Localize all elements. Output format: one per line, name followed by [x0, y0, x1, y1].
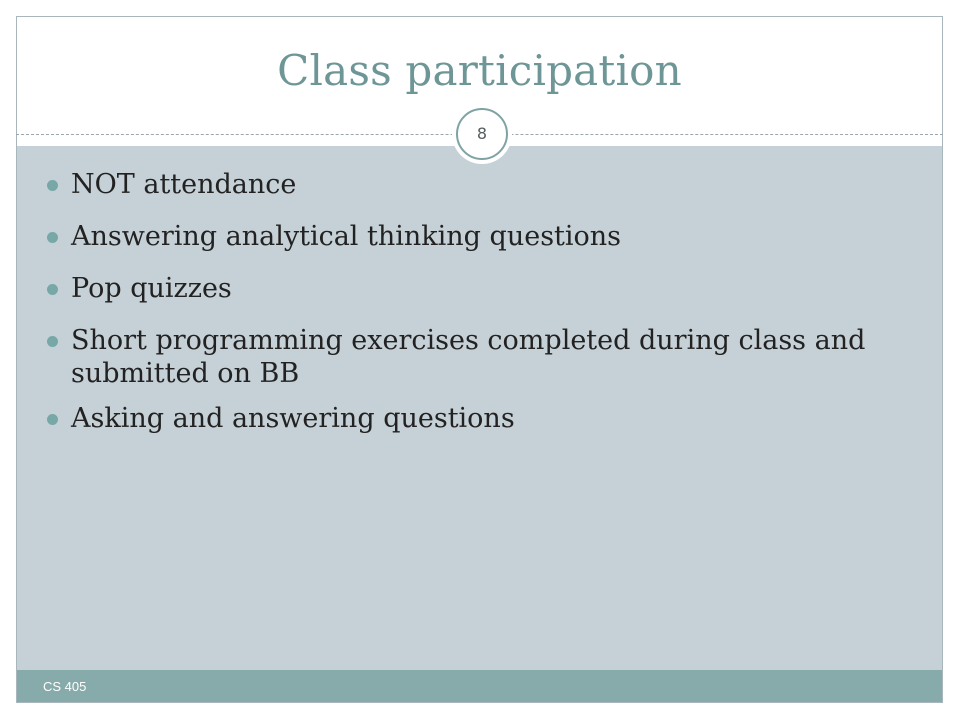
- bullet-list: [46, 168, 926, 454]
- bullet-text: NOT attendance: [71, 169, 297, 200]
- slide-title: Class participation: [277, 46, 682, 95]
- bullet-item: [46, 324, 926, 390]
- bullet-text: Pop quizzes: [71, 273, 232, 304]
- bullet-item: [46, 402, 926, 435]
- bullet-dot-icon: [47, 232, 58, 243]
- bullet-text: Answering analytical thinking questions: [71, 221, 622, 252]
- slide-number: 8: [456, 108, 508, 160]
- bullet-dot-icon: [47, 180, 58, 191]
- bullet-dot-icon: [47, 336, 58, 347]
- footer-band: [17, 670, 942, 702]
- footer-course-code: CS 405: [43, 679, 87, 694]
- bullet-item: [46, 272, 926, 305]
- bullet-dot-icon: [47, 284, 58, 295]
- bullet-text: Asking and answering questions: [71, 403, 515, 434]
- bullet-dot-icon: [47, 414, 58, 425]
- bullet-item: [46, 220, 926, 253]
- bullet-item: [46, 168, 926, 201]
- bullet-text: Short programming exercises completed during class and submitted on BB: [71, 325, 866, 389]
